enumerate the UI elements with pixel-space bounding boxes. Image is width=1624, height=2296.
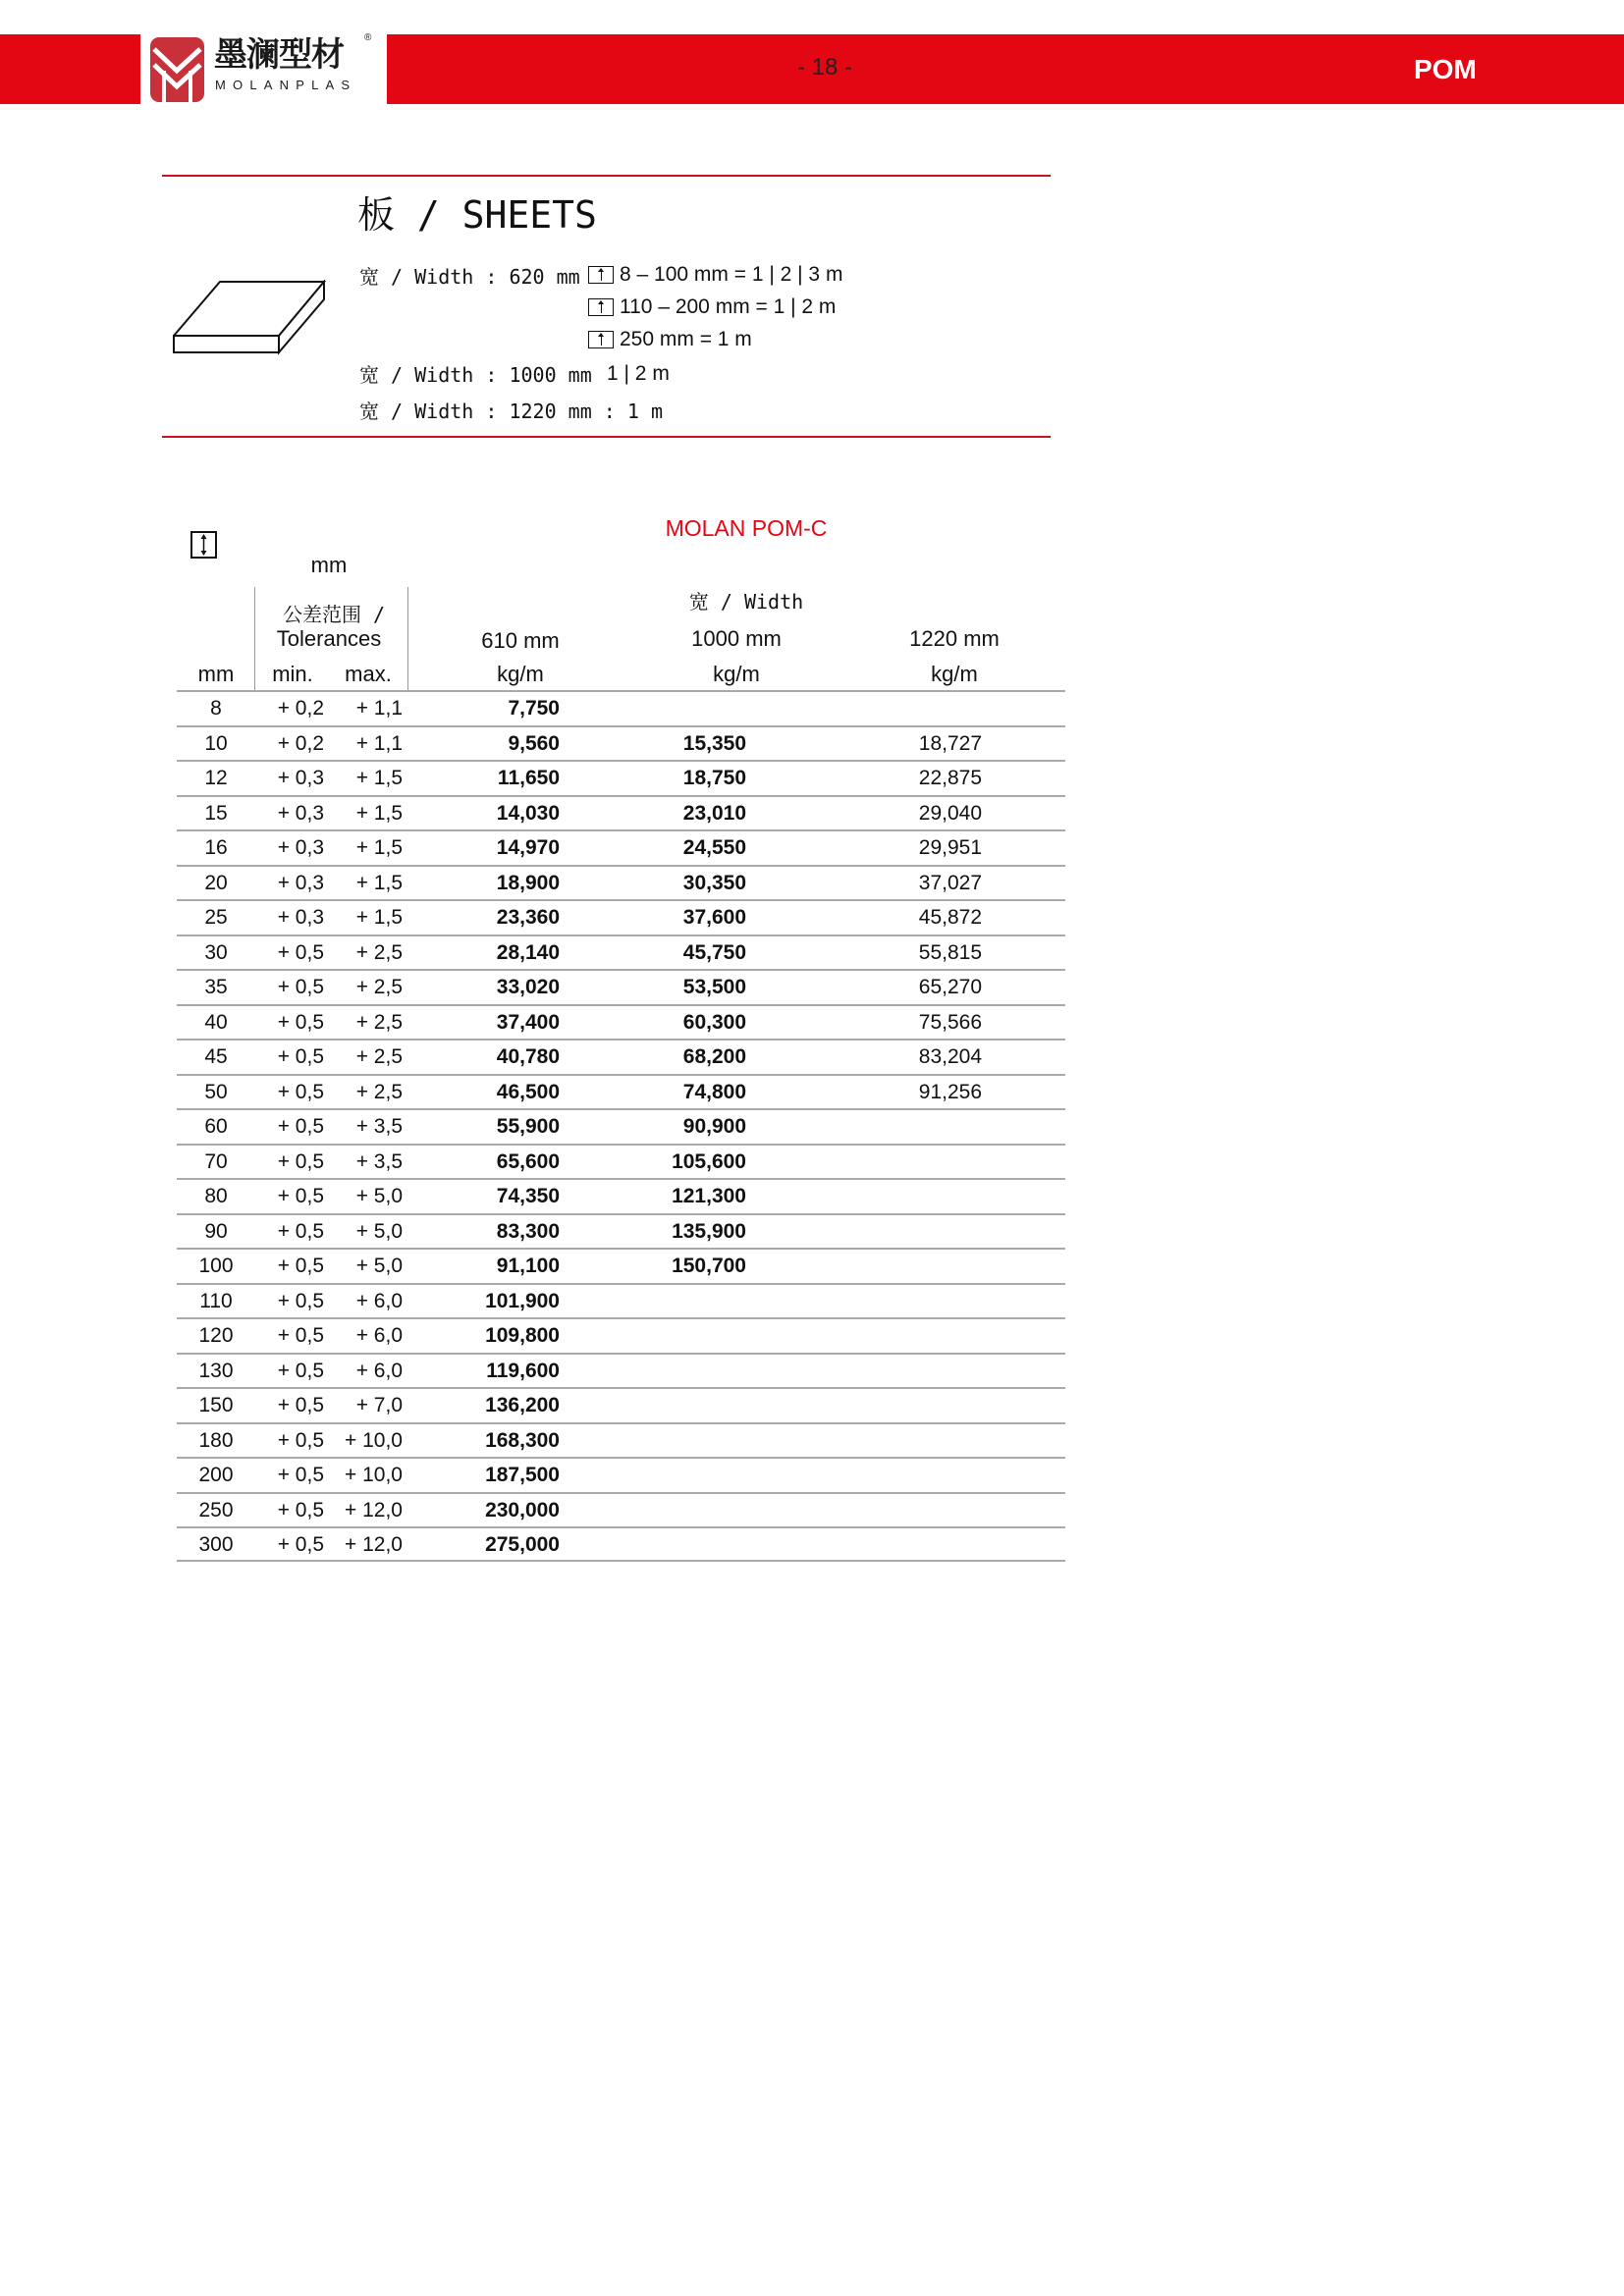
cell-tolerance-min: + 0,3 (277, 871, 324, 894)
length-text: 110 – 200 mm = 1 | 2 m (620, 295, 837, 318)
length-text: 8 – 100 mm = 1 | 2 | 3 m (620, 263, 843, 286)
cell-thickness: 35 (204, 976, 228, 998)
cell-weight-610: 14,970 (496, 836, 560, 859)
cell-tolerance-min: + 0,5 (277, 1394, 324, 1416)
table-row (177, 1178, 1065, 1213)
cell-weight-1220: 91,256 (918, 1080, 982, 1103)
table-row (177, 760, 1065, 795)
cell-weight-610: 37,400 (496, 1010, 560, 1034)
table-row (177, 1213, 1065, 1249)
weight-table (177, 690, 1065, 1562)
cell-weight-1000: 121,300 (672, 1185, 746, 1207)
col-header-1220: 1220 mm (909, 626, 1000, 651)
cell-weight-1000: 45,750 (682, 940, 746, 964)
cell-weight-1000: 37,600 (682, 906, 746, 929)
cell-weight-610: 230,000 (485, 1498, 560, 1522)
product-name: MOLAN POM-C (665, 515, 828, 541)
cell-tolerance-min: + 0,3 (277, 801, 324, 825)
table-row (177, 934, 1065, 970)
cell-tolerance-max: + 1,5 (355, 836, 403, 859)
cell-weight-610: 74,350 (496, 1185, 560, 1207)
cell-thickness: 90 (204, 1219, 228, 1243)
cell-tolerance-max: + 5,0 (355, 1185, 403, 1207)
table-row (177, 969, 1065, 1004)
cell-tolerance-min: + 0,5 (277, 1045, 324, 1068)
cell-thickness: 250 (198, 1498, 234, 1522)
col-header-max: max. (345, 662, 392, 686)
cell-weight-1220: 29,951 (918, 836, 982, 859)
cell-thickness: 50 (204, 1080, 228, 1103)
table-row (177, 899, 1065, 934)
table-row (177, 1074, 1065, 1109)
cell-weight-610: 28,140 (496, 940, 560, 964)
table-row (177, 690, 1065, 725)
cell-tolerance-max: + 2,5 (355, 1045, 403, 1068)
cell-tolerance-min: + 0,5 (277, 1498, 324, 1522)
col-header-1000: 1000 mm (691, 626, 782, 651)
cell-weight-1000: 68,200 (682, 1045, 746, 1068)
cell-weight-610: 7,750 (508, 697, 560, 720)
page-number: - 18 - (796, 54, 852, 80)
cell-tolerance-max: + 2,5 (355, 1010, 403, 1034)
header-bar-left (0, 34, 140, 104)
cell-tolerance-min: + 0,5 (277, 1359, 324, 1382)
cell-weight-1000: 150,700 (672, 1255, 746, 1277)
cell-weight-1000: 15,350 (682, 731, 746, 755)
cell-thickness: 180 (198, 1428, 234, 1452)
table-row (177, 1353, 1065, 1388)
cell-weight-610: 91,100 (496, 1255, 560, 1277)
table-row (177, 1039, 1065, 1074)
cell-weight-1000: 24,550 (682, 836, 746, 859)
column-divider (407, 587, 408, 690)
table-row (177, 725, 1065, 761)
logo-text-cn: 墨澜型材 (214, 35, 344, 75)
cell-tolerance-max: + 6,0 (355, 1324, 403, 1347)
cell-weight-610: 14,030 (496, 801, 560, 825)
cell-tolerance-min: + 0,5 (277, 1533, 324, 1556)
table-row (177, 1387, 1065, 1422)
cell-weight-1220: 75,566 (918, 1010, 982, 1034)
cell-weight-1220: 65,270 (918, 976, 982, 998)
cell-thickness: 110 (199, 1289, 233, 1312)
col-header-unit-1220: kg/m (931, 662, 978, 686)
table-row (177, 1108, 1065, 1144)
cell-weight-1220: 45,872 (918, 906, 982, 929)
cell-tolerance-min: + 0,5 (277, 1185, 324, 1207)
cell-weight-610: 55,900 (496, 1115, 560, 1138)
cell-tolerance-max: + 6,0 (355, 1359, 403, 1382)
cell-tolerance-min: + 0,5 (277, 1115, 324, 1138)
cell-weight-1220: 37,027 (918, 871, 982, 894)
table-row (177, 1317, 1065, 1353)
cell-tolerance-min: + 0,5 (277, 1219, 324, 1243)
cell-thickness: 300 (198, 1533, 234, 1556)
cell-weight-610: 40,780 (496, 1045, 560, 1068)
cell-weight-1000: 23,010 (682, 801, 746, 825)
cell-weight-1000: 60,300 (682, 1010, 746, 1034)
cell-weight-1220: 22,875 (918, 767, 982, 789)
cell-weight-610: 119,600 (486, 1359, 560, 1382)
cell-weight-610: 23,360 (496, 906, 560, 929)
cell-weight-1220: 18,727 (918, 731, 982, 755)
cell-tolerance-min: + 0,5 (277, 1428, 324, 1452)
cell-weight-610: 275,000 (485, 1533, 560, 1556)
cell-thickness: 20 (204, 871, 228, 894)
registered-mark: ® (364, 32, 372, 43)
cell-thickness: 25 (204, 906, 228, 929)
cell-tolerance-max: + 1,5 (355, 871, 403, 894)
cell-weight-610: 83,300 (496, 1219, 560, 1243)
cell-weight-610: 187,500 (485, 1464, 560, 1486)
cell-tolerance-max: + 2,5 (355, 976, 403, 998)
col-header-unit-610: kg/m (497, 662, 544, 686)
width-1000-lengths: 1 | 2 m (607, 362, 670, 385)
length-row-2 (588, 295, 836, 319)
length-row-1 (588, 263, 842, 287)
cell-tolerance-max: + 5,0 (355, 1219, 403, 1243)
cell-thickness: 8 (210, 697, 222, 720)
table-row (177, 795, 1065, 830)
col-header-thickness: mm (197, 662, 235, 686)
cell-thickness: 16 (204, 836, 228, 859)
cell-tolerance-min: + 0,5 (277, 1255, 324, 1277)
table-row (177, 1422, 1065, 1458)
cell-tolerance-max: + 10,0 (345, 1464, 403, 1486)
table-row (177, 1526, 1065, 1562)
cell-tolerance-max: + 1,1 (355, 731, 403, 755)
cell-tolerance-max: + 7,0 (355, 1394, 403, 1416)
cell-tolerance-min: + 0,5 (277, 1464, 324, 1486)
cell-tolerance-min: + 0,3 (277, 767, 324, 789)
table-row (177, 1283, 1065, 1318)
cell-tolerance-max: + 12,0 (345, 1498, 403, 1522)
cell-tolerance-min: + 0,5 (277, 1080, 324, 1103)
cell-tolerance-min: + 0,2 (277, 697, 324, 720)
cell-tolerance-min: + 0,5 (277, 1324, 324, 1347)
cell-tolerance-min: + 0,5 (277, 1010, 324, 1034)
cell-thickness: 80 (204, 1185, 228, 1207)
length-text: 250 mm = 1 m (620, 328, 752, 350)
cell-weight-1000: 53,500 (682, 976, 746, 998)
sheet-illustration-icon (173, 280, 330, 363)
width-1220-label: 宽 / Width : 1220 mm : 1 m (359, 400, 663, 423)
logo-mark-icon (150, 37, 204, 102)
cell-tolerance-max: + 1,1 (355, 697, 403, 720)
cell-weight-610: 18,900 (496, 871, 560, 894)
cell-tolerance-max: + 1,5 (355, 801, 403, 825)
cell-thickness: 10 (204, 731, 228, 755)
cell-weight-610: 11,650 (497, 767, 560, 789)
table-row (177, 1248, 1065, 1283)
cell-weight-1000: 74,800 (682, 1080, 746, 1103)
column-divider (254, 587, 255, 690)
table-row (177, 1492, 1065, 1527)
cell-thickness: 12 (204, 767, 228, 789)
cell-weight-1220: 55,815 (918, 940, 982, 964)
cell-weight-610: 9,560 (508, 731, 560, 755)
cell-tolerance-max: + 1,5 (355, 906, 403, 929)
cell-tolerance-min: + 0,5 (277, 1149, 324, 1173)
table-row (177, 1144, 1065, 1179)
cell-tolerance-min: + 0,5 (277, 940, 324, 964)
cell-tolerance-max: + 2,5 (355, 940, 403, 964)
cell-weight-1000: 105,600 (672, 1149, 746, 1173)
cell-thickness: 70 (204, 1149, 228, 1173)
cell-tolerance-max: + 12,0 (345, 1533, 403, 1556)
cell-weight-610: 33,020 (496, 976, 560, 998)
col-header-610: 610 mm (481, 628, 560, 653)
cell-tolerance-max: + 3,5 (355, 1149, 403, 1173)
cell-thickness: 120 (198, 1324, 234, 1347)
thickness-icon (588, 266, 614, 284)
tolerance-header-cn: 公差范围 / (282, 603, 386, 626)
page-title: 板 / SHEETS (357, 193, 597, 237)
cell-weight-610: 136,200 (485, 1394, 560, 1416)
cell-weight-610: 168,300 (485, 1428, 560, 1452)
divider-top (162, 175, 1051, 177)
section-label: POM (1414, 54, 1477, 84)
cell-thickness: 150 (198, 1394, 234, 1416)
cell-thickness: 200 (198, 1464, 234, 1486)
cell-thickness: 15 (204, 801, 228, 825)
col-header-min: min. (272, 662, 313, 686)
thickness-unit: mm (310, 553, 348, 577)
cell-thickness: 60 (204, 1115, 228, 1138)
width-1000-label: 宽 / Width : 1000 mm (359, 363, 592, 387)
cell-weight-1000: 135,900 (672, 1219, 746, 1243)
cell-weight-610: 101,900 (485, 1289, 560, 1312)
logo-text-en: MOLANPLAS (215, 78, 357, 92)
col-header-unit-1000: kg/m (713, 662, 760, 686)
cell-weight-610: 65,600 (496, 1149, 560, 1173)
thickness-icon (588, 331, 614, 348)
cell-thickness: 45 (204, 1045, 228, 1068)
width-620-label: 宽 / Width : 620 mm (359, 265, 580, 289)
cell-thickness: 40 (204, 1010, 228, 1034)
cell-tolerance-min: + 0,5 (277, 1289, 324, 1312)
cell-thickness: 100 (198, 1255, 234, 1277)
length-row-3 (588, 328, 752, 351)
cell-tolerance-max: + 5,0 (355, 1255, 403, 1277)
cell-tolerance-max: + 10,0 (345, 1428, 403, 1452)
cell-tolerance-max: + 6,0 (355, 1289, 403, 1312)
cell-tolerance-max: + 2,5 (355, 1080, 403, 1103)
cell-tolerance-max: + 3,5 (355, 1115, 403, 1138)
cell-weight-1000: 90,900 (682, 1115, 746, 1138)
thickness-icon (190, 531, 217, 559)
cell-weight-1000: 30,350 (682, 871, 746, 894)
table-row (177, 829, 1065, 865)
table-row (177, 865, 1065, 900)
cell-thickness: 130 (198, 1359, 234, 1382)
cell-tolerance-max: + 1,5 (355, 767, 403, 789)
cell-tolerance-min: + 0,3 (277, 906, 324, 929)
cell-weight-1000: 18,750 (682, 767, 746, 789)
cell-weight-1220: 83,204 (918, 1045, 982, 1068)
cell-weight-610: 46,500 (496, 1080, 560, 1103)
width-header: 宽 / Width (688, 590, 804, 614)
cell-weight-1220: 29,040 (918, 801, 982, 825)
table-row (177, 1004, 1065, 1040)
cell-tolerance-min: + 0,5 (277, 976, 324, 998)
table-row (177, 1457, 1065, 1492)
cell-weight-610: 109,800 (485, 1324, 560, 1347)
cell-tolerance-min: + 0,2 (277, 731, 324, 755)
cell-thickness: 30 (204, 940, 228, 964)
tolerance-header-en: Tolerances (276, 626, 382, 651)
cell-tolerance-min: + 0,3 (277, 836, 324, 859)
divider-bottom (162, 436, 1051, 438)
thickness-icon (588, 298, 614, 316)
